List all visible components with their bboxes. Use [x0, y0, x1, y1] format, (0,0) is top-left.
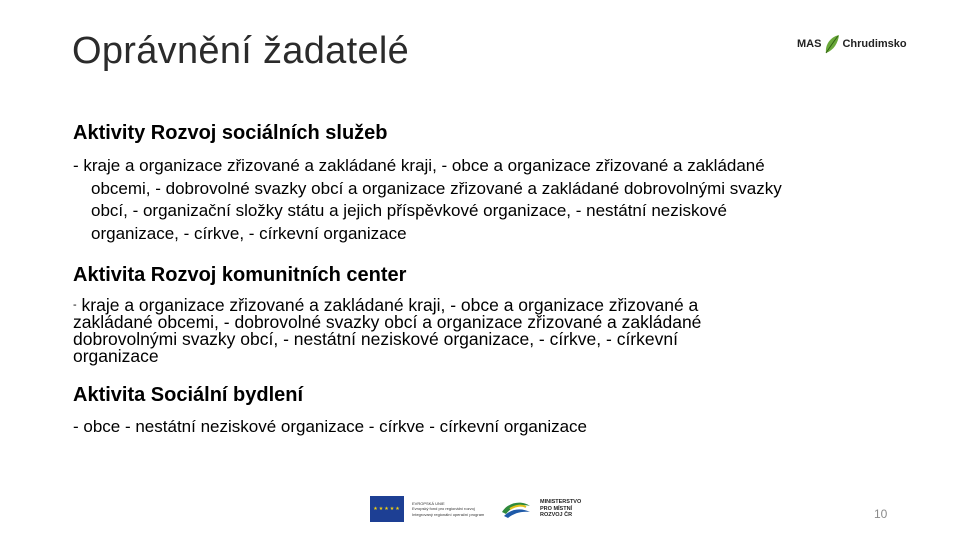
- ministry-logo-icon: [500, 498, 532, 520]
- ministry-text: [540, 499, 588, 519]
- section-text-social-housing: [73, 416, 587, 439]
- eu-program-text: [412, 501, 492, 518]
- ministry-text-line: MINISTERSTVO: [540, 499, 582, 506]
- eu-text-line: Evropský fond pro regionální rozvoj: [412, 506, 475, 512]
- eu-text-line: Integrovaný regionální operační program: [412, 511, 485, 517]
- bullet-dash: -: [73, 299, 77, 311]
- leaf-icon: [823, 33, 841, 55]
- text-line: dobrovolnými svazky obcí, - nestátní neziskové organizace, - církve, - církevní: [73, 329, 678, 349]
- text-line-content: kraje a organizace zřizované a zakládané kraji, - obce a organizace zřizované a: [81, 295, 699, 315]
- section-heading-social-housing: Aktivita Sociální bydlení: [73, 384, 304, 406]
- section-text-social-services: [73, 155, 782, 245]
- ministry-text-line: PRO MÍSTNÍ: [540, 505, 573, 512]
- text-line: organizace, - církve, - církevní organizace: [91, 223, 407, 243]
- section-heading-social-services: Aktivity Rozvoj sociálních služeb: [73, 122, 388, 144]
- logo-text-left: MAS: [797, 38, 822, 50]
- ministry-text-line: ROZVOJ ČR: [540, 512, 573, 519]
- section-heading-community-centers: Aktivita Rozvoj komunitních center: [73, 264, 407, 286]
- text-line: obcemi, - dobrovolné svazky obcí a organizace zřizované a zakládané dobrovolnými svazky: [91, 178, 782, 198]
- eu-text-line: EVROPSKÁ UNIE: [412, 500, 445, 506]
- mas-chrudimsko-logo: [797, 32, 907, 56]
- text-line: organizace: [73, 346, 159, 366]
- text-line: - kraje a organizace zřizované a zakládané kraji, - obce a organizace zřizované a zakládané: [73, 156, 765, 175]
- footer-logos: [370, 495, 588, 523]
- text-line: zakládané obcemi, - dobrovolné svazky obcí a organizace zřizované a zakládané: [73, 312, 702, 332]
- slide-title: Oprávnění žadatelé: [72, 30, 410, 72]
- section-text-community-centers: [73, 297, 833, 365]
- logo-text-right: Chrudimsko: [842, 38, 907, 50]
- eu-flag-icon: ★★★★★: [370, 496, 404, 522]
- text-line: obcí, - organizační složky státu a jejich příspěvkové organizace, - nestátní neziskové: [91, 201, 727, 220]
- page-number: 10: [874, 507, 888, 521]
- text-line: - obce - nestátní neziskové organizace - církve - církevní organizace: [73, 417, 588, 436]
